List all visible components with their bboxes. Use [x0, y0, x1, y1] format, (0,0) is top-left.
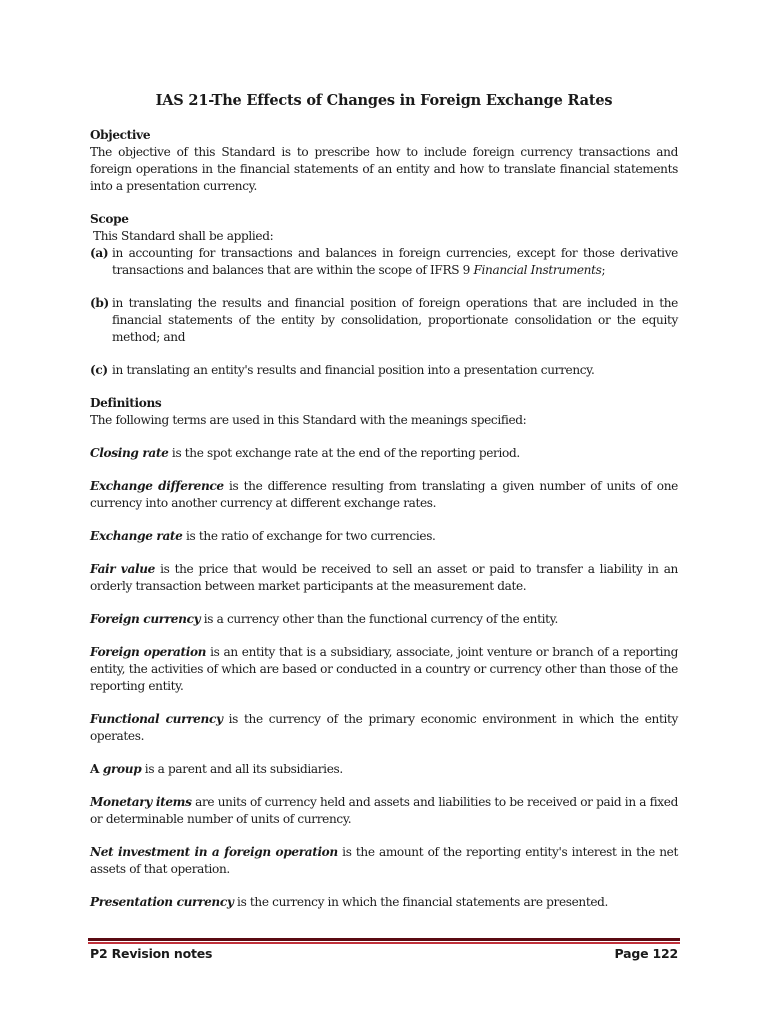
page-number: Page 122 [614, 946, 678, 961]
page-title: IAS 21-The Effects of Changes in Foreign Exchange Rates [155, 92, 613, 109]
definitions-intro: The following terms are used in this Standard with the meanings specified: [90, 413, 527, 427]
definition-net-investment [90, 844, 678, 878]
definition-term: Monetary items [90, 795, 192, 809]
definition-monetary-items [90, 794, 678, 828]
definition-term: Foreign operation [90, 645, 207, 659]
objective-heading: Objective [90, 128, 151, 142]
scope-item-text: in translating the results and financial position of foreign operations that are included in the financial statements of the entity by consolidation, proportionate consolidation or the equity method; and [112, 296, 678, 344]
scope-heading: Scope [90, 212, 129, 226]
definition-exchange-difference [90, 478, 678, 512]
definition-term: group [102, 762, 142, 776]
scope-intro: This Standard shall be applied: [93, 229, 274, 243]
scope-item-c [90, 362, 678, 379]
definition-fair-value [90, 561, 678, 595]
definition-prefix: A [90, 762, 103, 776]
definition-term: Closing rate [90, 446, 169, 460]
definition-term: Foreign currency [90, 612, 201, 626]
scope-item-label: (a) [90, 246, 109, 260]
scope-item-italic: Financial Instruments [473, 263, 602, 277]
definition-foreign-currency [90, 611, 678, 628]
definitions-heading: Definitions [90, 396, 162, 410]
definition-text: are units of currency held and assets and liabilities to be received or paid in a fixed or determinable number of units of currency. [90, 795, 678, 826]
footer-title: P2 Revision notes [90, 946, 213, 961]
definition-term: Fair value [90, 562, 155, 576]
definition-text: is the spot exchange rate at the end of the reporting period. [168, 446, 520, 460]
definition-text: is an entity that is a subsidiary, associate, joint venture or branch of a reporting entity, the activities of which are based or conducted in a country or currency other than those of the reporting entity. [90, 645, 678, 693]
scope-item-label: (b) [90, 296, 109, 310]
scope-item-tail: ; [601, 263, 606, 277]
footer-rule-dark [88, 938, 680, 941]
definition-term: Exchange rate [90, 529, 183, 543]
definition-presentation-currency [90, 894, 678, 911]
definition-group [90, 761, 678, 778]
definition-foreign-operation [90, 644, 678, 695]
definition-text: is the amount of the reporting entity's interest in the net assets of that operation. [90, 845, 678, 876]
definition-text: is a parent and all its subsidiaries. [141, 762, 343, 776]
definition-term: Exchange difference [90, 479, 224, 493]
definition-text: is the currency in which the financial statements are presented. [233, 895, 609, 909]
definition-text: is the price that would be received to sell an asset or paid to transfer a liability in an orderly transaction between market participants at the measurement date. [90, 562, 678, 593]
scope-item-text: in translating an entity's results and financial position into a presentation currency. [112, 363, 595, 377]
definition-text: is the currency of the primary economic environment in which the entity operates. [90, 712, 678, 743]
definition-term: Presentation currency [90, 895, 234, 909]
definition-text: is a currency other than the functional currency of the entity. [200, 612, 559, 626]
definition-text: is the difference resulting from translating a given number of units of one currency into another currency at different exchange rates. [90, 479, 678, 510]
definition-term: Net investment in a foreign operation [90, 845, 338, 859]
scope-item-label: (c) [90, 363, 108, 377]
definition-exchange-rate [90, 528, 678, 545]
footer-rule-red [88, 942, 680, 944]
definition-functional-currency [90, 711, 678, 745]
scope-item-a [90, 245, 678, 279]
scope-item-text: in accounting for transactions and balances in foreign currencies, except for those derivative transactions and balances that are within the scope of IFRS 9 [112, 246, 678, 277]
definition-closing-rate [90, 445, 678, 462]
scope-item-b [90, 295, 678, 346]
page-content [90, 92, 678, 927]
objective-text: The objective of this Standard is to prescribe how to include foreign currency transactions and foreign operations in the financial statements of an entity and how to translate financial statements into a presentation currency. [90, 145, 678, 193]
definition-text: is the ratio of exchange for two currencies. [182, 529, 436, 543]
definition-term: Functional currency [90, 712, 223, 726]
